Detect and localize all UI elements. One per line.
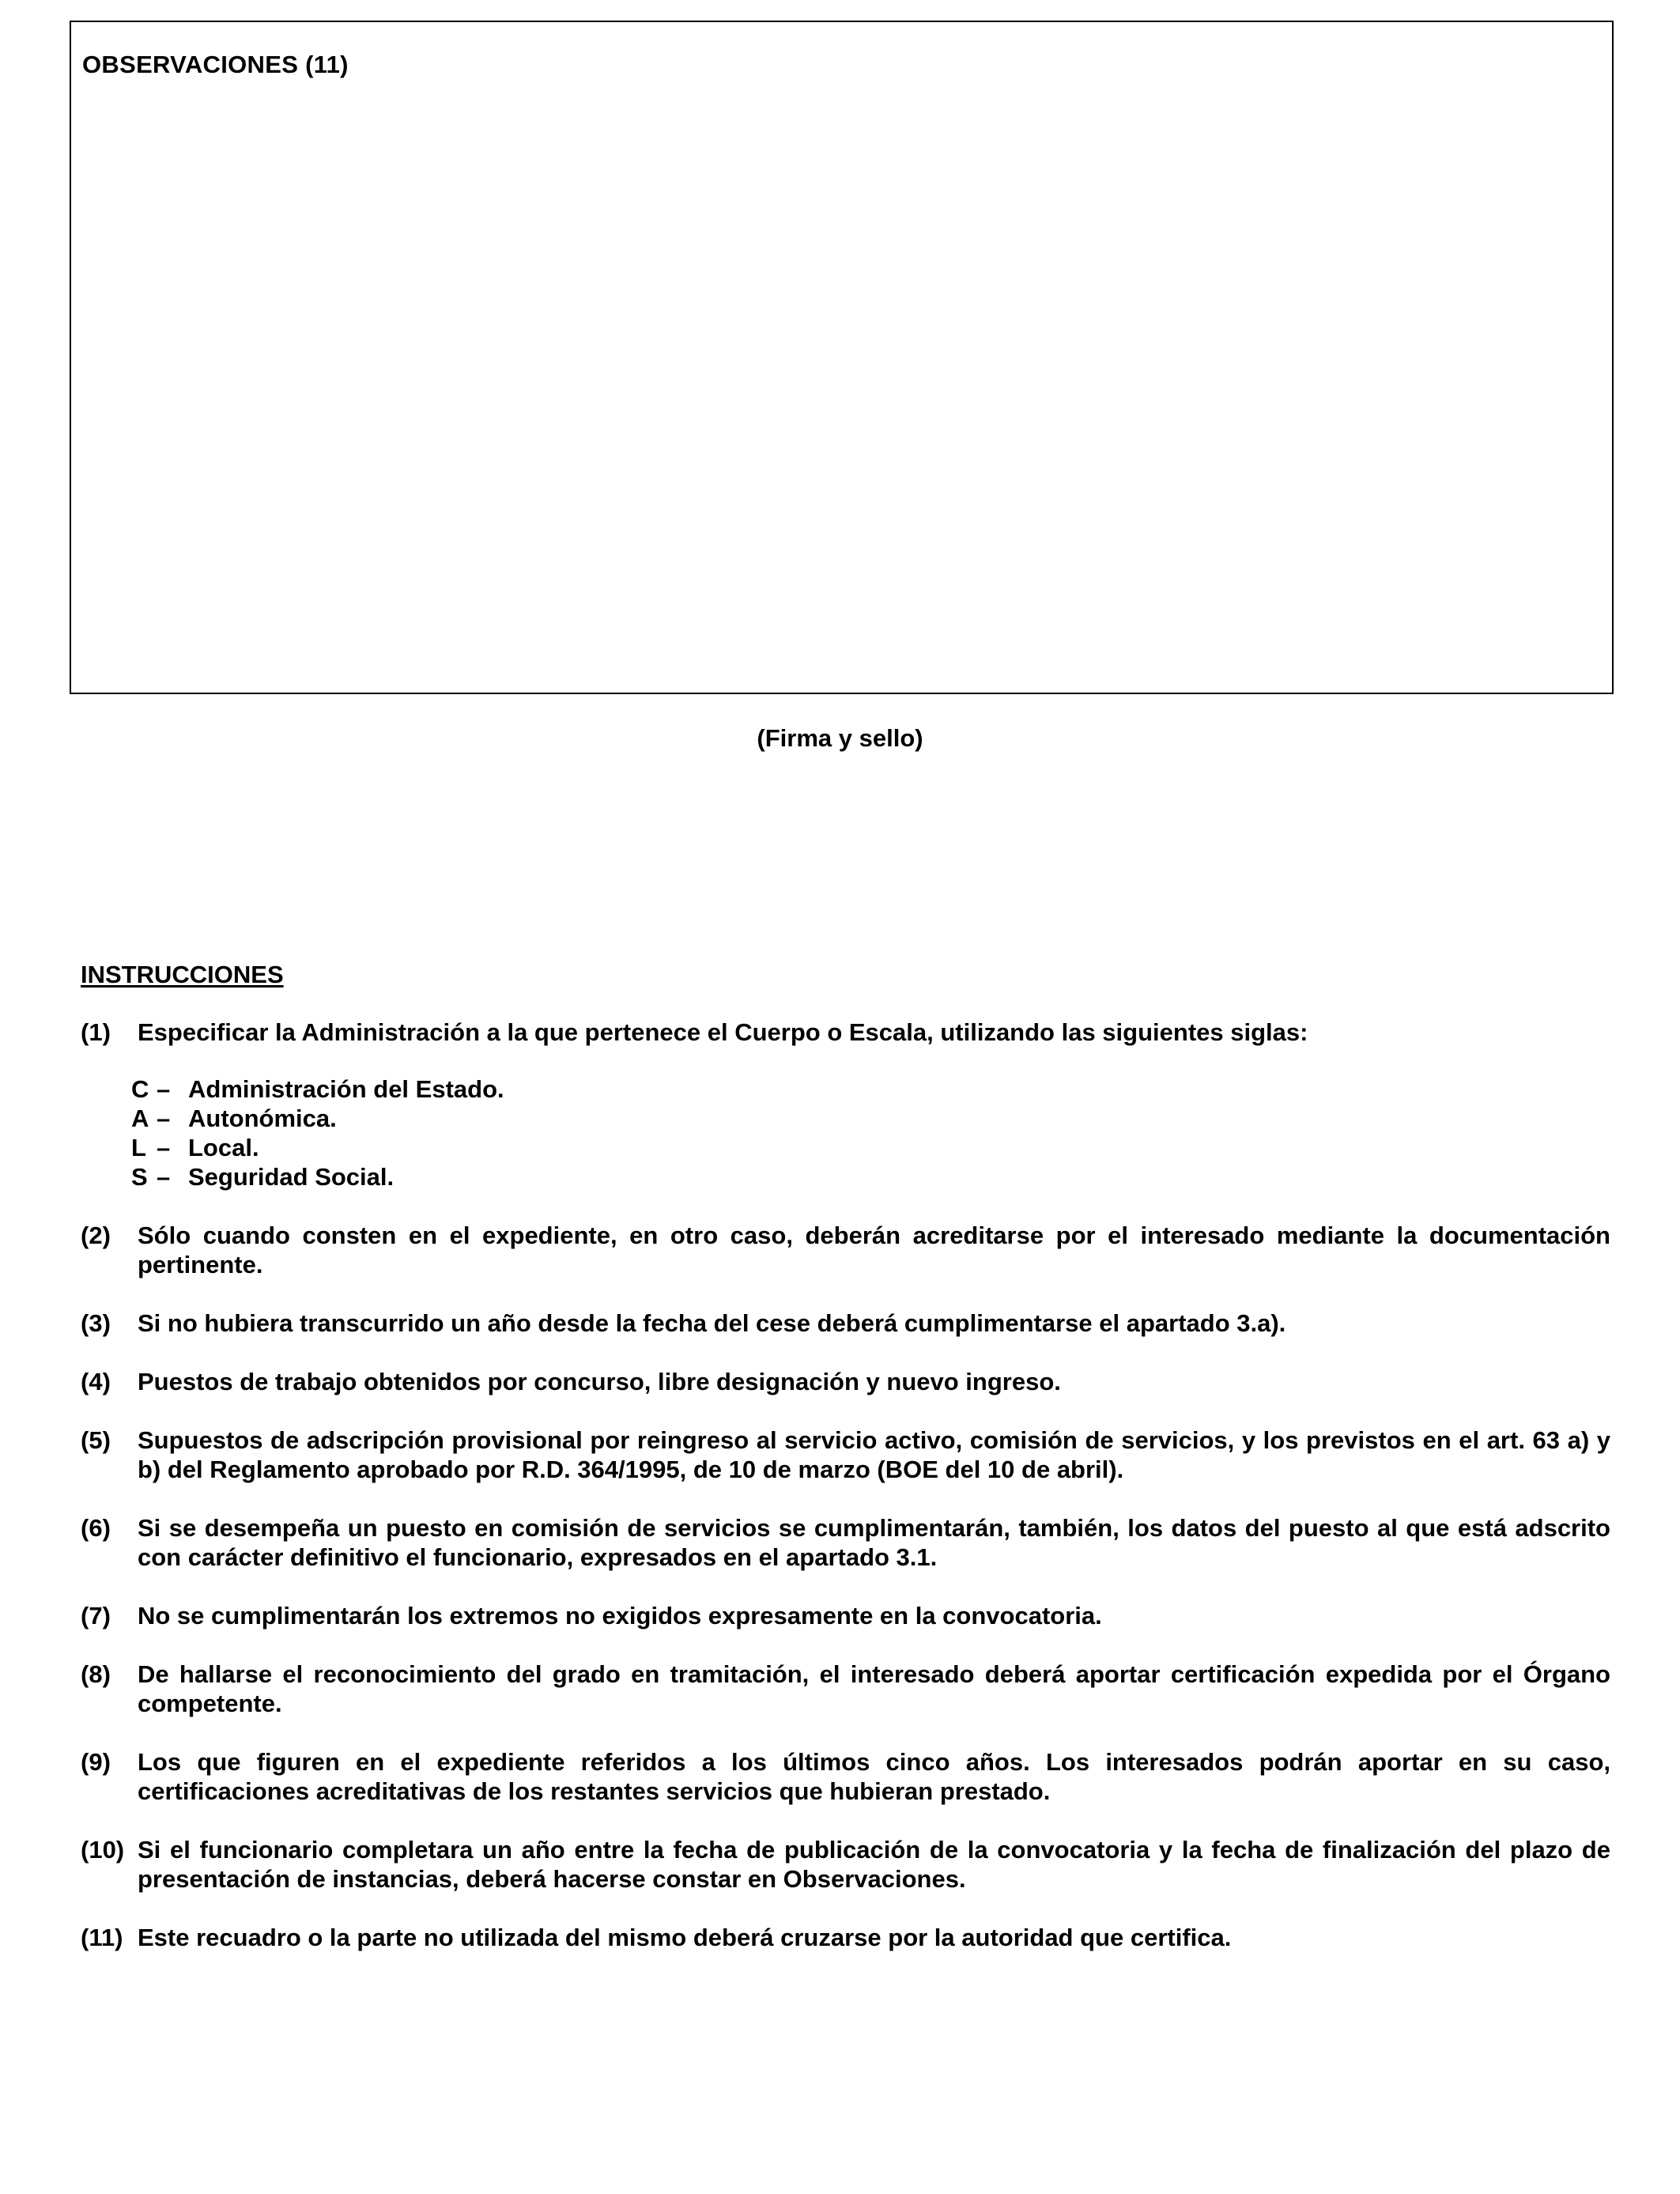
instruccion-number: (8) <box>81 1660 111 1688</box>
sigla-item <box>131 1104 1610 1133</box>
instruccion-item-11 <box>81 1923 1610 1952</box>
instruccion-text: De hallarse el reconocimiento del grado en tramitación, el interesado deberá aportar certificación expedida por el Órgano competente. <box>138 1660 1610 1717</box>
instruccion-number: (5) <box>81 1426 111 1454</box>
sigla-dash: – <box>157 1075 171 1103</box>
sigla-label: Seguridad Social. <box>188 1163 395 1191</box>
instrucciones-title: INSTRUCCIONES <box>81 961 284 988</box>
instruccion-text: Si el funcionario completara un año entre la fecha de publicación de la convocatoria y la fecha de finalización del plazo de presentación de instancias, deberá hacerse constar en Observaciones. <box>138 1836 1610 1893</box>
observaciones-box <box>70 21 1614 694</box>
instruccion-item-10 <box>81 1835 1610 1894</box>
instruccion-text: Sólo cuando consten en el expediente, en otro caso, deberán acreditarse por el interesado mediante la documentación pertinente. <box>138 1222 1610 1278</box>
instruccion-number: (7) <box>81 1602 111 1629</box>
instruccion-item-8 <box>81 1660 1610 1718</box>
observaciones-title: OBSERVACIONES (11) <box>82 51 349 78</box>
instruccion-number: (11) <box>81 1924 123 1951</box>
instruccion-text: Los que figuren en el expediente referidos a los últimos cinco años. Los interesados podrán aportar en su caso, certificaciones acreditativas de los restantes servicios que hubieran prestado. <box>138 1748 1610 1805</box>
instruccion-number: (6) <box>81 1514 111 1542</box>
instruccion-text: Supuestos de adscripción provisional por reingreso al servicio activo, comisión de servicios, y los previstos en el art. 63 a) y b) del Reglamento aprobado por R.D. 364/1995, de 10 de marzo (BOE del 10 de abril). <box>138 1426 1610 1483</box>
instruccion-item-9 <box>81 1747 1610 1806</box>
sigla-item <box>131 1074 1610 1104</box>
instruccion-item-2 <box>81 1221 1610 1279</box>
instrucciones-section <box>81 960 1610 1981</box>
instruccion-item-3 <box>81 1308 1610 1338</box>
sigla-label: Local. <box>188 1134 259 1161</box>
sigla-item <box>131 1162 1610 1191</box>
instruccion-number: (9) <box>81 1748 111 1776</box>
instruccion-text: Puestos de trabajo obtenidos por concurso, libre designación y nuevo ingreso. <box>138 1368 1061 1395</box>
sigla-code: L <box>131 1134 146 1161</box>
sigla-item <box>131 1133 1610 1162</box>
instruccion-text: Si se desempeña un puesto en comisión de servicios se cumplimentarán, también, los datos del puesto al que está adscrito con carácter definitivo el funcionario, expresados en el apartado 3.1. <box>138 1514 1610 1571</box>
sigla-label: Administración del Estado. <box>188 1075 504 1103</box>
instruccion-text: Especificar la Administración a la que pertenece el Cuerpo o Escala, utilizando las siguientes siglas: <box>138 1018 1308 1046</box>
instruccion-number: (2) <box>81 1222 111 1249</box>
firma-y-sello-label: (Firma y sello) <box>757 724 923 752</box>
sigla-dash: – <box>157 1163 171 1191</box>
sigla-code: A <box>131 1105 149 1132</box>
instruccion-text: Si no hubiera transcurrido un año desde la fecha del cese deberá cumplimentarse el apartado 3.a). <box>138 1309 1286 1337</box>
instruccion-item-5 <box>81 1426 1610 1484</box>
instruccion-number: (1) <box>81 1018 111 1046</box>
instruccion-number: (10) <box>81 1836 125 1864</box>
instruccion-item-1 <box>81 1018 1610 1047</box>
sigla-code: C <box>131 1075 149 1103</box>
instruccion-item-6 <box>81 1513 1610 1572</box>
siglas-list <box>131 1074 1610 1191</box>
instruccion-text: No se cumplimentarán los extremos no exigidos expresamente en la convocatoria. <box>138 1602 1102 1629</box>
instruccion-item-4 <box>81 1367 1610 1396</box>
sigla-dash: – <box>157 1134 171 1161</box>
instruccion-number: (4) <box>81 1368 111 1395</box>
sigla-code: S <box>131 1163 148 1191</box>
instruccion-number: (3) <box>81 1309 111 1337</box>
sigla-label: Autonómica. <box>188 1105 337 1132</box>
sigla-dash: – <box>157 1105 171 1132</box>
instruccion-text: Este recuadro o la parte no utilizada del mismo deberá cruzarse por la autoridad que certifica. <box>138 1924 1232 1951</box>
instruccion-item-7 <box>81 1601 1610 1630</box>
